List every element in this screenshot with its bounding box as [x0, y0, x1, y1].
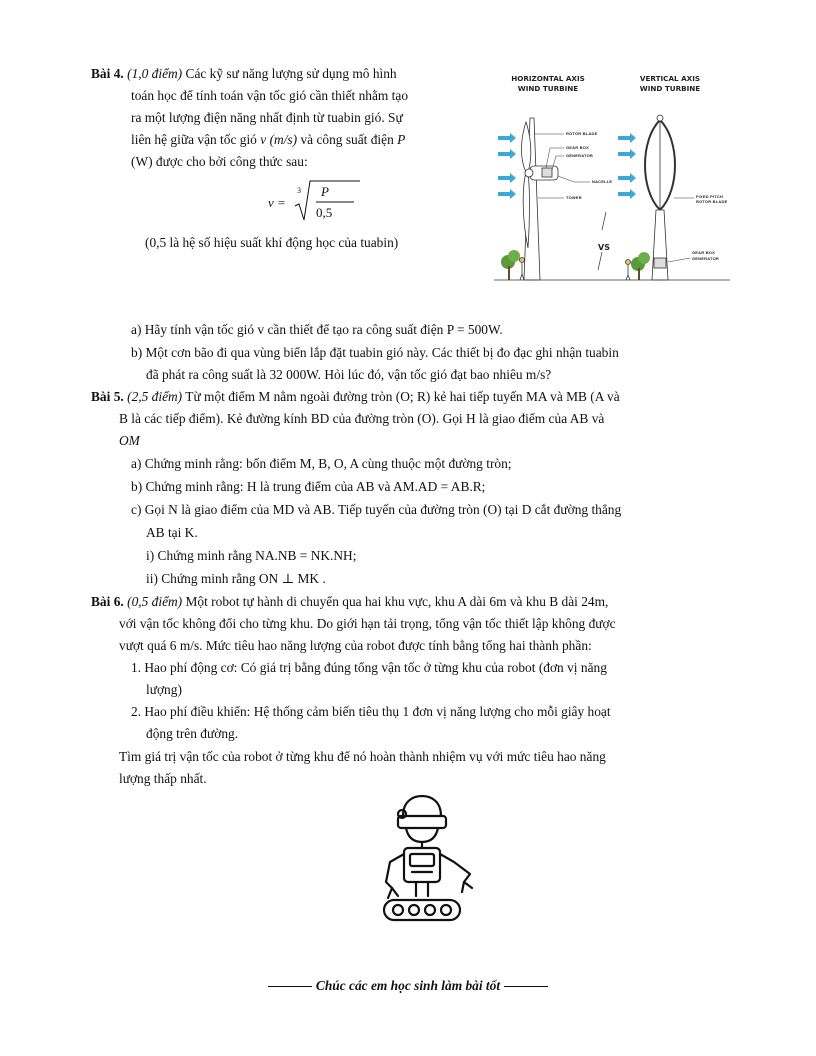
vertical-title-2: WIND TURBINE: [639, 84, 701, 93]
bai5-label: Bài 5.: [91, 389, 124, 404]
bai4-text-4: liên hệ giữa vận tốc gió: [131, 132, 257, 147]
label-generator-2: GENERATOR: [692, 256, 719, 261]
bai4-formula: [268, 178, 358, 224]
bai4-points: (1,0 điểm): [127, 66, 183, 81]
horizontal-title-2: WIND TURBINE: [517, 84, 579, 93]
person-right: [626, 260, 631, 281]
footer-text: Chúc các em học sinh làm bài tốt: [315, 978, 501, 993]
label-generator: GENERATOR: [566, 153, 593, 158]
vs-label: VS: [598, 243, 610, 252]
bai4-note: (0,5 là hệ số hiệu suất khí động học của tuabin): [145, 235, 399, 250]
bai4-part-b-1: b) Một cơn bão đi qua vùng biển lắp đặt tuabin gió này. Các thiết bị đo đạc ghi nhận tuabin: [131, 345, 619, 360]
bai4-unit-v: (m/s): [269, 132, 298, 147]
bai6-question-2: lượng thấp nhất.: [119, 771, 207, 786]
bai5-part-c-i: i) Chứng minh rằng NA.NB = NK.NH;: [146, 548, 357, 563]
wind-arrows-left: [498, 133, 516, 199]
bai5-line-1: [91, 386, 620, 407]
bai5-part-c-2: AB tại K.: [146, 525, 198, 540]
bai6-item-2-2: động trên đường.: [146, 726, 239, 741]
bai4-line-3: ra một lượng điện năng nhất định từ tuabin gió. Sự: [131, 110, 403, 125]
bai4-line-5: (W) được cho bởi công thức sau:: [131, 154, 308, 169]
bai6-line-1: [91, 591, 608, 612]
bai6-question-1: Tìm giá trị vận tốc của robot ở từng khu để nó hoàn thành nhiệm vụ với mức tiêu hao năng: [119, 749, 606, 764]
bai6-item-2-1: 2. Hao phí điều khiển: Hệ thống cảm biến tiêu thụ 1 đơn vị năng lượng cho mỗi giây hoạt: [131, 704, 611, 719]
bai4-var-v: v: [260, 132, 267, 147]
bai6-line-2: với vận tốc không đổi cho từng khu. Do giới hạn tải trọng, tổng vận tốc thiết lập không được: [119, 616, 616, 631]
bai4-line-4: [131, 129, 405, 150]
bai6-item-1-1: 1. Hao phí động cơ: Có giá trị bằng đúng tổng vận tốc ở từng khu của robot (đơn vị năng: [131, 660, 607, 675]
label-rotor-blade: ROTOR BLADE: [566, 131, 598, 136]
bai6-text-1: Một robot tự hành di chuyển qua hai khu vực, khu A dài 6m và khu B dài 24m,: [185, 594, 609, 609]
bai4-part-a: a) Hãy tính vận tốc gió v cần thiết để tạo ra công suất điện P = 500W.: [131, 322, 503, 337]
footer: [0, 975, 816, 996]
formula-lhs: v =: [268, 195, 286, 210]
label-fixed-pitch-2: ROTOR BLADE: [696, 199, 728, 204]
tree-left: [501, 250, 520, 280]
formula-root-index: 3: [297, 186, 301, 195]
wind-turbine-figure: [494, 70, 734, 290]
bai6-item-1-2: lượng): [146, 682, 182, 697]
formula-denominator: 0,5: [316, 205, 333, 220]
bai6-label: Bài 6.: [91, 594, 124, 609]
tree-right: [631, 252, 650, 280]
horizontal-title-1: HORIZONTAL AXIS: [511, 74, 585, 83]
label-fixed-pitch-1: FIXED PITCH: [696, 194, 724, 199]
bai5-points: (2,5 điểm): [127, 389, 183, 404]
wind-arrows-right: [618, 133, 636, 199]
bai4-part-b-2: đã phát ra công suất là 32 000W. Hỏi lúc đó, vận tốc gió đạt bao nhiêu m/s?: [146, 367, 552, 382]
bai5-line-2: B là các tiếp điểm). Kẻ đường kính BD của đường tròn (O). Gọi H là giao điểm của AB và: [119, 411, 605, 426]
bai5-text-1: Từ một điểm M nằm ngoài đường tròn (O; R) kẻ hai tiếp tuyến MA và MB (A và: [185, 389, 620, 404]
bai6-points: (0,5 điểm): [127, 594, 183, 609]
label-gear-box: GEAR BOX: [566, 145, 589, 150]
bai6-line-3: vượt quá 6 m/s. Mức tiêu hao năng lượng của robot được tính bằng tổng hai thành phần:: [119, 638, 592, 653]
bai5-part-c-1: c) Gọi N là giao điểm của MD và AB. Tiếp tuyến của đường tròn (O) tại D cắt đường thẳng: [131, 502, 622, 517]
bai5-part-a: a) Chứng minh rằng: bốn điểm M, B, O, A cùng thuộc một đường tròn;: [131, 456, 512, 471]
bai5-line-3: OM: [119, 433, 140, 448]
vertical-title-1: VERTICAL AXIS: [639, 74, 701, 83]
bai4-line-2: toán học để tính toán vận tốc gió cần thiết nhằm tạo: [131, 88, 409, 103]
label-nacelle: NACELLE: [592, 179, 613, 184]
bai4-and-power: và công suất điện: [300, 132, 394, 147]
robot-icon: [370, 790, 480, 930]
bai4-var-p: P: [397, 132, 406, 147]
bai5-part-b: b) Chứng minh rằng: H là trung điểm của AB và AM.AD = AB.R;: [131, 479, 486, 494]
bai4-line-1: [91, 63, 397, 84]
bai5-part-c-ii: ii) Chứng minh rằng ON ⊥ MK .: [146, 571, 326, 586]
bai4-text-1: Các kỹ sư năng lượng sử dụng mô hình: [185, 66, 397, 81]
label-gear-box-2: GEAR BOX: [692, 250, 715, 255]
formula-numerator: P: [321, 184, 329, 199]
label-tower: TOWER: [566, 195, 582, 200]
vertical-turbine: [645, 115, 675, 280]
horizontal-turbine: [522, 118, 559, 280]
bai4-label: Bài 4.: [91, 66, 124, 81]
